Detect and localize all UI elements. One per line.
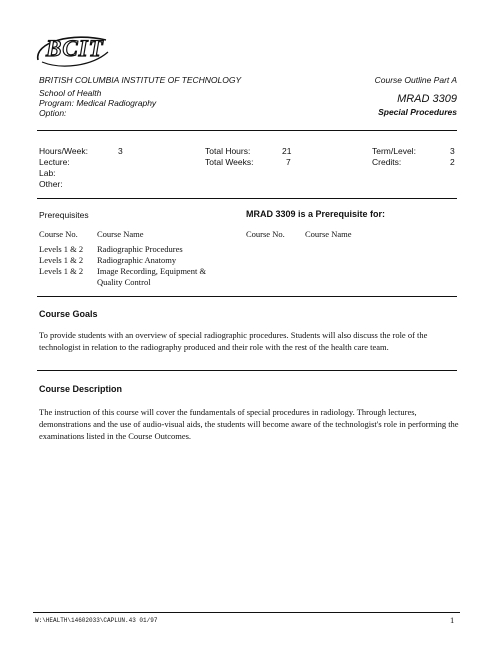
prereq-row-name: Radiographic Procedures (97, 244, 183, 254)
other-label: Other: (39, 179, 63, 189)
total-weeks-label: Total Weeks: (205, 157, 254, 167)
footer-divider (33, 612, 460, 613)
prerequisites-title: Prerequisites (39, 210, 89, 220)
prereq-row-no: Levels 1 & 2 (39, 255, 84, 265)
col-course-name: Course Name (97, 229, 144, 239)
total-hours-label: Total Hours: (205, 146, 251, 156)
prerequisite-for-title: MRAD 3309 is a Prerequisite for: (246, 209, 386, 219)
outline-part: Course Outline Part A (374, 75, 457, 85)
program-name: Program: Medical Radiography (39, 98, 157, 108)
course-description-text: The instruction of this course will cover the fundamentals of special procedures in radiology. Through lectures, demonstrations and the use of audio-visual aids, the students will become aware of the technologist's role in performing the examinations listed in the Course Outcomes. (39, 407, 459, 441)
prereq-row-no: Levels 1 & 2 (39, 266, 84, 276)
prereq-row-no: Levels 1 & 2 (39, 244, 84, 254)
lecture-label: Lecture: (39, 157, 70, 167)
hours-week-label: Hours/Week: (39, 146, 88, 156)
lab-label: Lab: (39, 168, 56, 178)
school-name: School of Health (39, 88, 102, 98)
for-col-course-no: Course No. (246, 229, 285, 239)
institute-name: BRITISH COLUMBIA INSTITUTE OF TECHNOLOGY (39, 75, 242, 85)
total-weeks-value: 7 (286, 157, 291, 167)
term-level-label: Term/Level: (372, 146, 416, 156)
total-hours-value: 21 (282, 146, 292, 156)
divider (37, 198, 457, 199)
course-code: MRAD 3309 (397, 93, 457, 105)
course-goals-text: To provide students with an overview of special radiographic procedures. Students will also discuss the role of the technologist in relation to the radiography produced and their role with the rest of the health care team. (39, 330, 428, 352)
footer-file-path: W:\HEALTH\14602033\CAPLUN.43 01/97 (35, 617, 158, 624)
term-level-value: 3 (450, 146, 455, 156)
course-description-title: Course Description (39, 384, 123, 394)
credits-label: Credits: (372, 157, 402, 167)
course-goals-title: Course Goals (39, 309, 98, 319)
col-course-no: Course No. (39, 229, 78, 239)
divider (37, 370, 457, 371)
divider (37, 130, 457, 131)
credits-value: 2 (450, 157, 455, 167)
course-title: Special Procedures (378, 107, 457, 117)
prereq-row-continuation: Quality Control (97, 277, 151, 287)
for-col-course-name: Course Name (305, 229, 352, 239)
prereq-row-name: Radiographic Anatomy (97, 255, 177, 265)
option-label: Option: (39, 108, 67, 118)
prereq-row-name: Image Recording, Equipment & (97, 266, 207, 276)
divider (37, 296, 457, 297)
hours-week-value: 3 (118, 146, 123, 156)
page-number: 1 (450, 615, 455, 625)
logo-text: BCIT (46, 36, 104, 61)
